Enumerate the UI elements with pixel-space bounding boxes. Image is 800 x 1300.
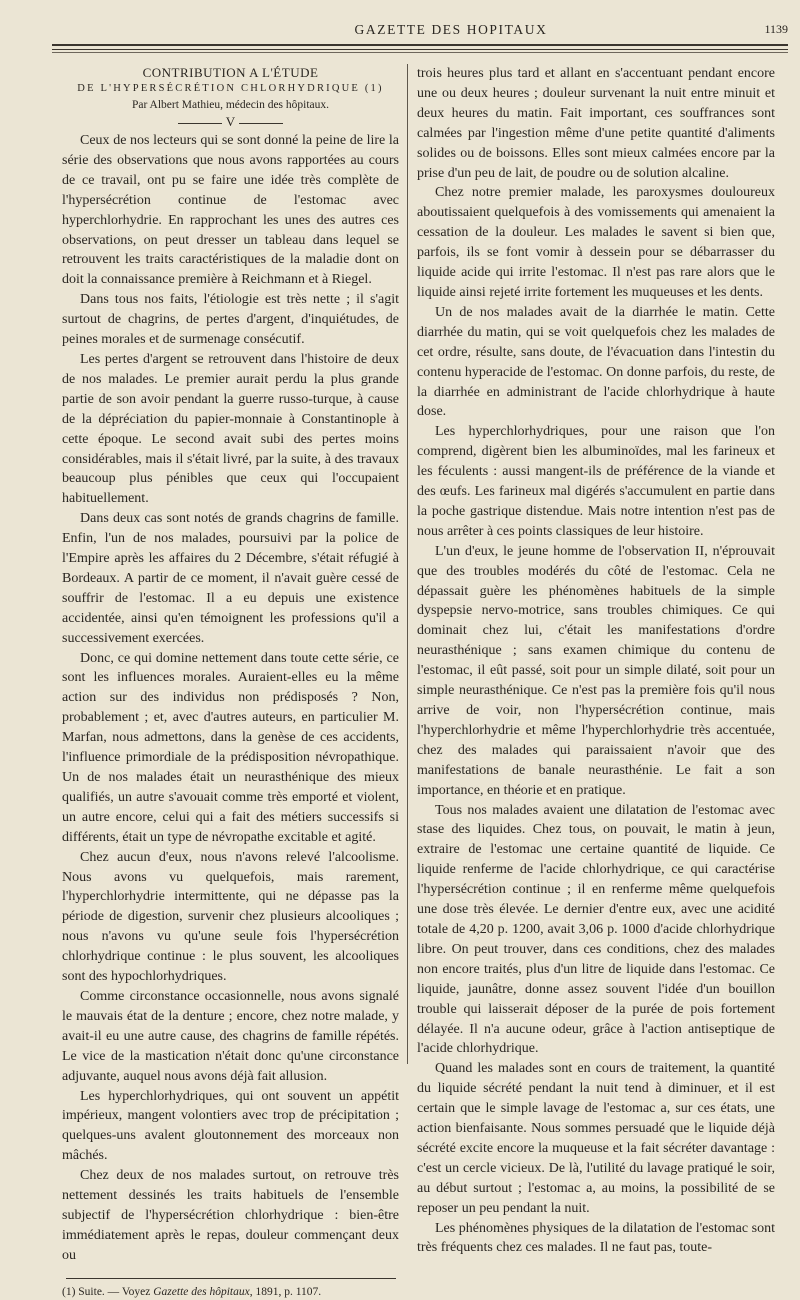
- article-title: CONTRIBUTION A L'ÉTUDE: [142, 65, 319, 80]
- paragraph: Donc, ce qui domine nettement dans toute cette série, ce sont les influences morales. Auraient-elles eu la même action sur des individus non prédisposés ? Non, probablement ; et, avec d'autres auteurs, en particulier M. Marfan, nous admettons, dans la genèse de ces accidents, l'influence primordiale de la prédisposition névropathique. Un de nos malades était un neurasthénique des mieux qualifiés, un autre s'avouait comme très emporté et violent, un autre encore, celui qui a fait des métiers successifs si différents, était un type de névropathe excitable et agité.: [62, 650, 399, 845]
- paragraph: Chez notre premier malade, les paroxysmes douloureux aboutissaient quelquefois à des vomissements qui amenaient la cessation de la douleur. Les malades le savent si bien que, parfois, ils se font vomir à dessein pour se débarrasser du liquide acide qui irrite l'estomac. Il n'est pas rare alors que le liquide ainsi rejeté irrite fortement les muqueuses et les dents.: [417, 185, 775, 300]
- paragraph: L'un d'eux, le jeune homme de l'observation II, n'éprouvait que des troubles modérés du côté de l'estomac. Cela ne dépassait guère les phénomènes habituels de la simple dyspepsie nervo-motrice, sans troubles chimiques. Ce qui dominait chez lui, c'était les manifestations d'ordre neurasthénique ; sans examen chimique du contenu de l'estomac, il eût passé, soit pour un simple dilaté, soit pour un simple neurasthénique. Ce n'est pas la première fois qu'il nous arrive de voir, non l'hypersécrétion continue, mais l'hyperchlorhydrie et même l'hyperchlorhydrie très accentuée, chez des malades qui paraissaient n'avoir que des manifestations de banale neurasthénie. Le fait a son importance, en théorie et en pratique.: [417, 543, 775, 798]
- paragraph: Les hyperchlorhydriques, pour une raison que l'on comprend, digèrent bien les albuminoïdes, mal les farineux et les féculents : aussi mangent-ils de préférence de la viande et des œufs. Les farineux mal digérés s'accumulent en partie dans la poche gastrique distendue. Mais notre intention n'est pas de nous arrêter à ces points classiques de leur histoire.: [417, 424, 775, 539]
- paragraph-continued: trois heures plus tard et allant en s'accentuant pendant encore une ou deux heures ; douleur survenant la nuit entre minuit et deux heures du matin. Fait important, ces souffrances sont calmées par l'ingestion même d'une petite quantité d'aliments solides ou de boissons. Elles sont mieux calmées encore par la prise d'un peu de lait, de poudre ou de solution alcaline.: [417, 66, 775, 181]
- article-author: Par Albert Mathieu, médecin des hôpitaux.: [131, 99, 330, 111]
- paragraph: Comme circonstance occasionnelle, nous avons signalé le mauvais état de la denture ; encore, chez notre malade, y avait-il eu une autre cause, des chagrins de famille répétés. Le vice de la mastication n'était donc qu'une circonstance adjuvante, auquel nous avons déjà fait allusion.: [62, 988, 399, 1084]
- left-column: [62, 64, 399, 1300]
- page-number: 1139: [764, 22, 788, 36]
- footnote-source: Gazette des hôpitaux: [153, 1285, 250, 1298]
- paragraph: Ceux de nos lecteurs qui se sont donné la peine de lire la série des observations que nous avons rapportées au cours de ce travail, ont pu se faire une idée très complète de l'hypersécrétion continue de l'estomac avec hyperchlorhydrie. En rapprochant les unes des autres ces observations, on peut dresser un tableau dans lequel se retrouvent les traits caractéristiques de la maladie dont on doit la connaissance première à Reichmann et à Riegel.: [62, 133, 399, 288]
- header-rule-thick: [52, 44, 788, 46]
- paragraph: Chez deux de nos malades surtout, on retrouve très nettement dessinés les traits habituels de l'ensemble subjectif de l'hypersécrétion chlorhydrique : bien-être immédiatement après le repas, douleur commençant deux ou: [62, 1168, 399, 1263]
- article-subtitle: DE L'HYPERSÉCRÉTION CHLORHYDRIQUE (1): [77, 83, 384, 94]
- paragraph: Un de nos malades avait de la diarrhée le matin. Cette diarrhée du matin, qui se voit quelquefois chez les malades de cet ordre, résulte, sans doute, de l'évacuation dans l'intestin du contenu hyperacide de l'estomac. On donne parfois, du reste, de la diarrhée en administrant de l'acide chlorhydrique à haute dose.: [417, 304, 775, 420]
- header-rule-thin-lower: [52, 52, 788, 53]
- paragraph: Quand les malades sont en cours de traitement, la quantité du liquide sécrété pendant la nuit tend à diminuer, et il est certain que le simple lavage de l'estomac a, sur ces états, une action bienfaisante. Nous sommes persuadé que le liquide déjà sécrété excite encore la muqueuse et la fait sécréter davantage : c'est un cercle vicieux. De là, l'utilité du lavage pratiqué le soir, au début surtout ; l'estomac a, au moins, la possibilité de se reposer un peu pendant la nuit.: [417, 1061, 775, 1216]
- footnote: [62, 1285, 399, 1300]
- paragraph: Les phénomènes physiques de la dilatation de l'estomac sont très fréquents chez ces malades. Il ne faut pas, toute-: [417, 1220, 775, 1256]
- publication-title: GAZETTE DES HOPITAUX: [354, 22, 548, 37]
- separator-line-right: [239, 123, 283, 124]
- paragraph: Les pertes d'argent se retrouvent dans l'histoire de deux de nos malades. Le premier aurait perdu la plus grande partie de son avoir pendant la guerre russo-turque, à cause de la dépréciation du papier-monnaie à Constantinople à cette époque. Le second avait subi des pertes moins considérables, mais il s'était livré, par la suite, à des travaux beaucoup plus pénibles que ceux qui l'occupaient habituellement.: [62, 351, 399, 507]
- section-separator: [62, 113, 399, 131]
- paragraph: Les hyperchlorhydriques, qui ont souvent un appétit impérieux, mangent volontiers avec trop de précipitation ; quelques-uns avalent gloutonnement des morceaux non mâchés.: [62, 1088, 399, 1164]
- footnote-suffix: , 1891, p. 1107.: [249, 1285, 322, 1298]
- paragraph: Dans deux cas sont notés de grands chagrins de famille. Enfin, l'un de nos malades, poursuivi par la police de l'Empire après les affaires du 2 Décembre, s'était réfugié à Bordeaux. A partir de ce moment, il n'avait guère cessé de souffrir de l'estomac. Il a eu depuis une existence accidentée, ainsi qu'en témoignent les professions qu'il a successivement exercées.: [62, 511, 399, 646]
- running-header: [52, 22, 790, 40]
- column-divider: [407, 64, 408, 1064]
- footnote-prefix: (1) Suite. — Voyez: [62, 1285, 154, 1298]
- paragraph: Chez aucun d'eux, nous n'avons relevé l'alcoolisme. Nous avons vu quelquefois, mais rarement, l'hyperchlorhydrie intermittente, qui ne dépasse pas la période de digestion, survenir chez plusieurs alcooliques ; nous n'avons vu qu'une seule fois l'hypersécrétion chlorhydrique continue : le plus souvent, les alcooliques sont des hypochlorhydriques.: [62, 849, 399, 985]
- paragraph: Tous nos malades avaient une dilatation de l'estomac avec stase des liquides. Chez tous, on pouvait, le matin à jeun, extraire de l'estomac une certaine quantité de liquide. Ce liquide renferme de l'acide chlorhydrique, ce qui caractérise l'hypersécrétion continue ; il en renferme même quelquefois une dose très élevée. Le dernier d'entre eux, avec une acidité totale de 4,20 p. 1200, avait 3,06 p. 1000 d'acide chlorhydrique libre. On peut trouver, dans ces conditions, chez des malades non encore traités, plus d'un litre de liquide dans l'estomac. Ce liquide, jaunâtre, donne assez souvent l'idée d'un bouillon trouble qui laisserait déposer de la purée de pois fortement délayée. Il n'a aucune odeur, grâce à l'action antiseptique de l'acide chlorhydrique.: [417, 802, 775, 1057]
- section-number: V: [225, 114, 236, 129]
- footnote-rule: [66, 1278, 396, 1279]
- paragraph: Dans tous nos faits, l'étiologie est très nette ; il s'agit surtout de chagrins, de pertes d'argent, d'inquiétudes, de peines morales et de surmenage consécutif.: [62, 292, 399, 348]
- right-column: [417, 64, 775, 1258]
- separator-line-left: [178, 123, 222, 124]
- header-rule-thin: [52, 49, 788, 50]
